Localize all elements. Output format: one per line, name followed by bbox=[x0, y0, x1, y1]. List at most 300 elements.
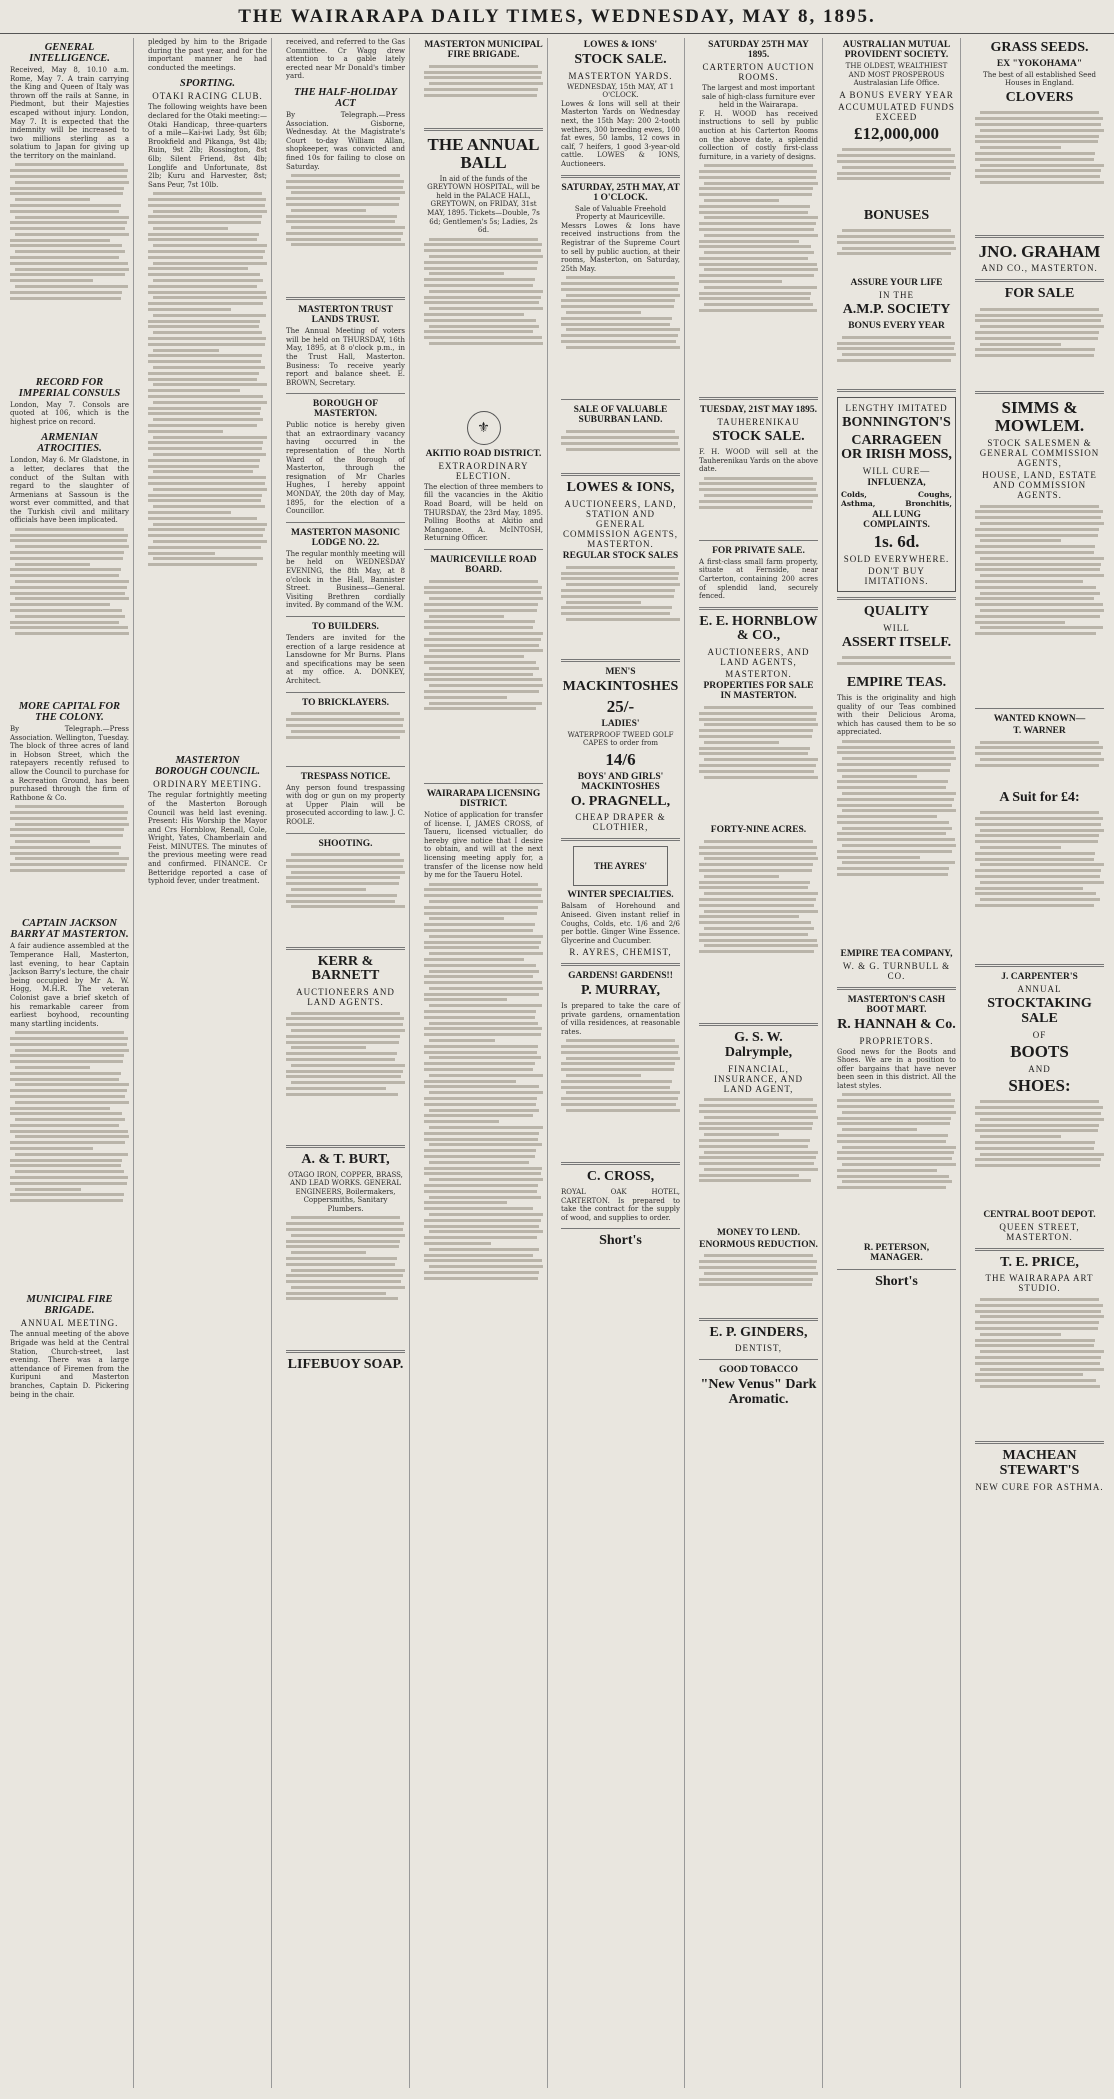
ad-text-cont bbox=[699, 474, 818, 534]
text-line bbox=[699, 176, 816, 179]
text-line bbox=[699, 752, 808, 755]
text-line bbox=[424, 1167, 542, 1170]
text-line bbox=[10, 534, 128, 537]
text-line bbox=[842, 757, 956, 760]
text-line bbox=[429, 1109, 540, 1112]
text-line bbox=[10, 210, 119, 213]
ad-heading: MONEY TO LEND. bbox=[717, 1227, 800, 1238]
ad-subheading: LENGTHY IMITATED bbox=[845, 403, 948, 413]
text-line bbox=[566, 618, 680, 621]
text-line bbox=[10, 262, 128, 265]
text-line bbox=[975, 834, 1099, 837]
text-line bbox=[566, 1109, 680, 1112]
text-line bbox=[424, 586, 542, 589]
ad-heading: ALL LUNG COMPLAINTS. bbox=[863, 510, 930, 531]
text-line bbox=[975, 314, 1103, 317]
text-line bbox=[980, 1350, 1104, 1353]
text-line bbox=[980, 343, 1061, 346]
ayres-logo-text: THE AYRES' bbox=[594, 861, 647, 872]
section-heading: GENERAL INTELLIGENCE. bbox=[29, 42, 110, 64]
text-line bbox=[561, 442, 678, 445]
text-line bbox=[561, 1103, 676, 1106]
text-line bbox=[424, 313, 524, 316]
text-line bbox=[980, 111, 1099, 114]
text-line bbox=[975, 1112, 1101, 1115]
ad-text: Good news for the Boots and Shoes. We are in a position to offer bargains that have never been seen in this district. All the latest styles. bbox=[837, 1047, 956, 1090]
text-line bbox=[424, 894, 541, 897]
ad-amount: £12,000,000 bbox=[854, 123, 939, 143]
text-line bbox=[699, 846, 817, 849]
text-line bbox=[699, 1104, 817, 1107]
ad-text: In aid of the funds of the GREYTOWN HOSPITAL, will be held in the PALACE HALL, GREYTOWN, on FRIDAY, 31st MAY, 1895. Tickets—Double, 7s 6d; Gentlemen's 5s; Ladies, 2s 6d. bbox=[427, 174, 540, 235]
ad-subheading: THE WAIRARAPA ART STUDIO. bbox=[985, 1273, 1094, 1294]
text-line bbox=[429, 632, 543, 635]
text-line bbox=[699, 263, 817, 266]
ad-heading: MASTERTON TRUST LANDS TRUST. bbox=[298, 305, 393, 326]
text-line bbox=[148, 528, 265, 531]
text-line bbox=[424, 1051, 537, 1054]
text-line bbox=[286, 186, 403, 189]
text-line bbox=[980, 846, 1061, 849]
text-line bbox=[561, 282, 679, 285]
text-line bbox=[153, 244, 267, 247]
ad-subheading: FINANCIAL, INSURANCE, AND LAND AGENT, bbox=[713, 1063, 803, 1094]
ad-subheading: TAUHERENIKAU bbox=[717, 417, 800, 428]
text-line bbox=[10, 1199, 123, 1202]
text-line bbox=[153, 227, 228, 230]
text-line bbox=[286, 876, 400, 879]
ad-text: A first-class small farm property, situate at Fernside, near Carterton, containing 200 acres of splendid land, securely fenced. bbox=[699, 557, 818, 601]
text-line bbox=[10, 1141, 125, 1144]
text-line bbox=[842, 1128, 917, 1131]
text-line bbox=[980, 758, 1104, 761]
ad-heading: STOCK SALE. bbox=[712, 429, 805, 445]
text-line bbox=[286, 1093, 398, 1096]
ad-heading: T. WARNER bbox=[1013, 725, 1066, 736]
ad-text bbox=[699, 703, 818, 823]
text-line bbox=[699, 1179, 811, 1182]
text-line bbox=[286, 197, 400, 200]
ad-heading: EX "YOKOHAMA" bbox=[996, 58, 1083, 69]
ad-heading: TO BRICKLAYERS. bbox=[301, 697, 390, 708]
page-columns bbox=[6, 38, 1108, 2088]
text-line bbox=[975, 746, 1103, 749]
text-line bbox=[704, 216, 818, 219]
ad-heading: AUSTRALIAN MUTUAL PROVIDENT SOCIETY. bbox=[842, 40, 951, 60]
text-line bbox=[975, 1304, 1103, 1307]
newspaper-title: THE WAIRARAPA DAILY TIMES, WEDNESDAY, MAY 8, 1895. bbox=[238, 6, 876, 27]
ad-heading: R. HANNAH & Co. bbox=[837, 1016, 956, 1032]
text-line bbox=[15, 233, 129, 236]
text-line bbox=[975, 516, 1101, 519]
text-line bbox=[429, 1230, 543, 1233]
text-line bbox=[291, 1251, 366, 1254]
text-line bbox=[424, 696, 507, 699]
ad-heading: STOCKTAKING SALE bbox=[987, 996, 1092, 1027]
text-line bbox=[429, 649, 543, 652]
text-line bbox=[153, 505, 265, 508]
ad-list-item: Asthma, bbox=[841, 499, 876, 509]
text-line bbox=[424, 673, 533, 676]
text-line bbox=[561, 1068, 674, 1071]
text-line bbox=[975, 1321, 1099, 1324]
ad-subheading: CHEAP DRAPER & CLOTHIER, bbox=[575, 812, 666, 833]
ad-heading: FORTY-NINE ACRES. bbox=[710, 825, 807, 836]
text-line bbox=[975, 869, 1101, 872]
text-line bbox=[704, 494, 818, 497]
text-line bbox=[424, 278, 535, 281]
section-subheading: ORDINARY MEETING. bbox=[153, 779, 262, 790]
text-line bbox=[424, 1271, 539, 1274]
text-line bbox=[286, 900, 395, 903]
text-line bbox=[704, 910, 818, 913]
text-line bbox=[291, 174, 400, 177]
text-line bbox=[153, 418, 264, 421]
text-line bbox=[566, 566, 675, 569]
ad-subheading: PROPRIETORS. bbox=[859, 1035, 934, 1046]
ad-text bbox=[975, 1098, 1104, 1208]
ad-subheading: WILL bbox=[883, 622, 910, 633]
text-line bbox=[975, 1106, 1103, 1109]
text-line bbox=[699, 245, 811, 248]
text-line bbox=[975, 875, 1100, 878]
text-line bbox=[699, 921, 811, 924]
text-line bbox=[148, 291, 266, 294]
text-line bbox=[424, 929, 533, 932]
text-line bbox=[980, 574, 1104, 577]
column-1 bbox=[6, 38, 134, 2088]
text-line bbox=[975, 1373, 1083, 1376]
article-text-cont bbox=[286, 171, 405, 291]
text-line bbox=[699, 280, 782, 283]
text-line bbox=[975, 510, 1103, 513]
text-line bbox=[975, 764, 1099, 767]
ad-heading: CLOVERS bbox=[1005, 89, 1074, 105]
ad-text bbox=[424, 62, 543, 122]
text-line bbox=[975, 586, 1096, 589]
text-line bbox=[424, 1184, 538, 1187]
text-line bbox=[975, 1164, 1100, 1167]
ad-price: 14/6 bbox=[605, 749, 636, 769]
section-heading: ARMENIAN ATROCITIES. bbox=[37, 432, 102, 455]
text-line bbox=[10, 609, 122, 612]
text-line bbox=[424, 993, 539, 996]
text-line bbox=[561, 1062, 675, 1065]
text-line bbox=[15, 823, 129, 826]
text-line bbox=[424, 1138, 538, 1141]
text-line bbox=[704, 840, 813, 843]
ad-heading: TO BUILDERS. bbox=[312, 621, 379, 632]
ad-heading: BOROUGH OF MASTERTON. bbox=[312, 399, 379, 420]
text-line bbox=[561, 1080, 672, 1083]
text-line bbox=[153, 314, 266, 317]
text-line bbox=[699, 1127, 812, 1130]
text-line bbox=[148, 354, 262, 357]
ad-heading: WAIRARAPA LICENSING DISTRICT. bbox=[426, 789, 541, 809]
text-line bbox=[424, 946, 539, 949]
text-line bbox=[429, 1265, 543, 1268]
text-line bbox=[429, 1004, 542, 1007]
ad-heading: MAURICEVILLE ROAD BOARD. bbox=[430, 555, 537, 575]
text-line bbox=[704, 706, 813, 709]
text-line bbox=[704, 1168, 818, 1171]
section-heading: MASTERTON BOROUGH COUNCIL. bbox=[154, 755, 260, 778]
text-line bbox=[15, 805, 124, 808]
text-line bbox=[15, 632, 129, 635]
text-line bbox=[980, 829, 1104, 832]
text-line bbox=[980, 308, 1099, 311]
text-line bbox=[975, 140, 1098, 143]
ad-heading: SHOOTING. bbox=[318, 838, 373, 849]
ad-text-cont bbox=[561, 273, 680, 393]
ad-text-cont bbox=[561, 1036, 680, 1156]
text-line bbox=[975, 528, 1099, 531]
text-line bbox=[148, 256, 263, 259]
text-line bbox=[975, 1379, 1096, 1382]
text-line bbox=[837, 786, 946, 789]
column-4 bbox=[420, 38, 548, 2088]
ad-heading: "New Venus" Dark Aromatic. bbox=[700, 1377, 817, 1407]
article-text: The regular fortnightly meeting of the Masterton Borough Council was held last evening. Present: His Worship the Mayor and Crs Hornblow, Renall, Cole, Wright, Yates, Chamberlain and Feist. MINUTES. The minutes of the previous meeting were read and confirmed. FINANCE. Cr Betteridge reported a case of typhoid fever, under treatment. bbox=[148, 791, 267, 886]
text-line bbox=[291, 1064, 405, 1067]
ad-heading: PROPERTIES FOR SALE IN MASTERTON. bbox=[703, 681, 814, 702]
text-line bbox=[10, 557, 123, 560]
divider bbox=[286, 833, 405, 834]
ad-text-cont bbox=[424, 235, 543, 405]
ad-heading: SIMMS & MOWLEM. bbox=[994, 398, 1085, 435]
text-line bbox=[980, 1385, 1100, 1388]
text-line bbox=[704, 892, 818, 895]
text-line bbox=[704, 477, 813, 480]
divider bbox=[699, 1359, 818, 1360]
text-line bbox=[148, 395, 263, 398]
text-line bbox=[699, 939, 817, 942]
text-line bbox=[10, 539, 127, 542]
text-line bbox=[286, 718, 404, 721]
text-line bbox=[10, 869, 125, 872]
ad-subheading: STOCK SALESMEN & GENERAL COMMISSION AGENTS, bbox=[979, 437, 1100, 468]
text-line bbox=[424, 998, 507, 1001]
text-line bbox=[837, 347, 954, 350]
article-text: The following weights have been declared for the Otaki meeting:— Otaki Handicap, three-quarters of a mile—Kai-iwi Lady, 9st 6lb; Brookfield and Pikanga, 9st 4lb; Ruin, 9st 2lb; Rossington, 8st 6lb; Silent Friend, 8st 4lb; Longlife and Unfortunate, 8st 2lb; Kuru and Harvester, 8st; Sans Peur, 7st 10lb. bbox=[148, 103, 267, 189]
text-line bbox=[980, 863, 1104, 866]
text-line bbox=[10, 291, 122, 294]
text-line bbox=[837, 769, 950, 772]
text-line bbox=[291, 209, 366, 212]
text-line bbox=[699, 170, 817, 173]
text-line bbox=[10, 1176, 128, 1179]
divider bbox=[837, 389, 956, 392]
text-line bbox=[424, 912, 537, 915]
ad-heading: WINTER SPECIALTIES. bbox=[567, 890, 674, 901]
text-line bbox=[153, 470, 253, 473]
text-line bbox=[148, 337, 266, 340]
text-line bbox=[148, 459, 260, 462]
text-line bbox=[699, 211, 808, 214]
text-line bbox=[424, 249, 541, 252]
text-line bbox=[148, 302, 263, 305]
text-line bbox=[429, 290, 543, 293]
article-text: The annual meeting of the above Brigade was held at the Central Station, Church-street, last evening. There was a large attendance of Firemen from the Kuripuni and Masterton branches, Captain D. Pickering being in the chair. bbox=[10, 1330, 129, 1399]
text-line bbox=[837, 177, 950, 180]
ad-heading: GARDENS! GARDENS!! bbox=[568, 971, 673, 982]
ad-heading: MASTERTON MUNICIPAL FIRE BRIGADE. bbox=[424, 40, 543, 60]
text-line bbox=[15, 615, 126, 618]
text-line bbox=[699, 1260, 817, 1263]
ad-price: 1s. 6d. bbox=[873, 532, 920, 552]
text-line bbox=[286, 1292, 386, 1295]
text-line bbox=[704, 199, 779, 202]
text-line bbox=[975, 319, 1101, 322]
ad-text: This is the originality and high quality of our Teas combined with their Delicious Aroma, which has caused them to be so appreciated. bbox=[837, 693, 956, 737]
text-line bbox=[10, 574, 119, 577]
text-line bbox=[148, 447, 262, 450]
ad-heading: CARRAGEEN OR IRISH MOSS, bbox=[841, 432, 952, 463]
text-line bbox=[842, 844, 956, 847]
text-line bbox=[704, 741, 779, 744]
article-text: pledged by him to the Brigade during the past year, and for the important manner he had conducted the meetings. bbox=[148, 38, 267, 72]
text-line bbox=[424, 655, 524, 658]
text-line bbox=[291, 888, 366, 891]
text-line bbox=[699, 869, 812, 872]
text-line bbox=[424, 1201, 507, 1204]
text-line bbox=[975, 331, 1099, 334]
text-line bbox=[975, 1327, 1098, 1330]
text-line bbox=[424, 1149, 536, 1152]
text-line bbox=[424, 296, 541, 299]
text-line bbox=[148, 499, 261, 502]
text-line bbox=[286, 238, 401, 241]
ad-heading: LADIES' bbox=[601, 718, 640, 729]
ad-text: Is prepared to take the care of private gardens, ornamentation of villa residences, at reasonable rates. bbox=[561, 1001, 680, 1036]
text-line bbox=[10, 1054, 124, 1057]
text-line bbox=[424, 1219, 541, 1222]
text-line bbox=[980, 539, 1061, 542]
ad-heading: LIFEBUOY SOAP. bbox=[287, 1356, 404, 1372]
text-line bbox=[429, 615, 504, 618]
ad-text-cont bbox=[837, 737, 956, 947]
text-line bbox=[15, 1118, 126, 1121]
section-heading: CAPTAIN JACKSON BARRY AT MASTERTON. bbox=[10, 918, 129, 941]
text-line bbox=[424, 958, 524, 961]
text-line bbox=[980, 505, 1099, 508]
text-line bbox=[424, 690, 539, 693]
text-line bbox=[10, 626, 128, 629]
text-line bbox=[286, 1017, 404, 1020]
text-line bbox=[980, 325, 1104, 328]
article-text: Received, May 8, 10.10 a.m. Rome, May 7. A train carrying the King and Queen of Italy was thrown off the rails at Sanne, in Piedmont, but their Majesties escaped without injury. London, May 7. It is expected that the indemnity will be increased to two millions sterling as a solatium to Japan for giving up the territory on the mainland. bbox=[10, 66, 129, 160]
ad-date: WEDNESDAY, 15th MAY, AT 1 O'CLOCK. bbox=[566, 82, 675, 100]
text-line bbox=[424, 284, 533, 287]
divider bbox=[975, 1248, 1104, 1251]
text-line bbox=[148, 372, 259, 375]
ad-subheading: A BONUS EVERY YEAR bbox=[839, 89, 954, 100]
text-line bbox=[837, 235, 955, 238]
ad-list-item: Bronchitis, bbox=[905, 499, 952, 509]
text-line bbox=[424, 319, 536, 322]
text-line bbox=[842, 827, 953, 830]
article-text-cont bbox=[10, 1028, 129, 1288]
ad-heading: JNO. GRAHAM bbox=[978, 241, 1101, 261]
text-line bbox=[424, 1120, 499, 1123]
text-line bbox=[291, 1046, 366, 1049]
ad-text: Lowes & Ions will sell at their Masterton Yards on Wednesday next, the 15th May: 200 2-tooth wethers, 300 breeding ewes, 100 fat ewes, 50 lambs, 12 cows in calf, 7 heifers, 1 good 3-year-old cattle. LOWES & IONS, Auctioneers. bbox=[561, 99, 680, 169]
text-line bbox=[424, 1010, 536, 1013]
text-line bbox=[10, 621, 119, 624]
text-line bbox=[15, 1188, 82, 1191]
text-line bbox=[424, 923, 535, 926]
text-line bbox=[424, 1155, 535, 1158]
text-line bbox=[286, 220, 395, 223]
divider bbox=[286, 616, 405, 617]
text-line bbox=[15, 840, 90, 843]
text-line bbox=[704, 1254, 813, 1257]
text-line bbox=[10, 279, 93, 282]
divider bbox=[286, 947, 405, 950]
text-line bbox=[704, 286, 817, 289]
text-line bbox=[153, 349, 220, 352]
text-line bbox=[980, 181, 1104, 184]
text-line bbox=[980, 557, 1104, 560]
text-line bbox=[148, 563, 257, 566]
text-line bbox=[699, 770, 814, 773]
text-line bbox=[153, 262, 267, 265]
text-line bbox=[429, 307, 543, 310]
text-line bbox=[980, 1333, 1061, 1336]
text-line bbox=[10, 586, 127, 589]
text-line bbox=[286, 1023, 403, 1026]
text-line bbox=[699, 735, 812, 738]
text-line bbox=[980, 898, 1100, 901]
ad-heading: BONUSES bbox=[863, 207, 930, 223]
text-line bbox=[699, 506, 812, 509]
text-line bbox=[10, 1147, 93, 1150]
text-line bbox=[842, 1163, 956, 1166]
text-line bbox=[975, 632, 1096, 635]
text-line bbox=[699, 881, 810, 884]
text-line bbox=[699, 729, 813, 732]
ad-heading: FOR SALE bbox=[1004, 286, 1075, 302]
text-line bbox=[10, 187, 124, 190]
text-line bbox=[975, 580, 1083, 583]
text-line bbox=[10, 175, 127, 178]
text-line bbox=[975, 904, 1094, 907]
ad-text bbox=[837, 333, 956, 383]
divider bbox=[286, 1350, 405, 1353]
text-line bbox=[286, 1035, 400, 1038]
text-line bbox=[10, 239, 110, 242]
text-line bbox=[424, 1068, 533, 1071]
ad-heading: SHOES: bbox=[1008, 1075, 1071, 1095]
text-line bbox=[15, 1153, 128, 1156]
text-line bbox=[561, 323, 670, 326]
ad-subheading: MASTERTON. bbox=[725, 669, 792, 680]
text-line bbox=[561, 299, 675, 302]
text-line bbox=[15, 1135, 129, 1138]
text-line bbox=[424, 1027, 542, 1030]
text-line bbox=[561, 436, 679, 439]
text-line bbox=[153, 401, 267, 404]
text-line bbox=[704, 251, 815, 254]
text-line bbox=[291, 730, 405, 733]
text-line bbox=[699, 1156, 816, 1159]
text-line bbox=[291, 853, 400, 856]
text-line bbox=[699, 193, 812, 196]
text-line bbox=[15, 1031, 124, 1034]
text-line bbox=[566, 1074, 641, 1077]
text-line bbox=[15, 216, 129, 219]
text-line bbox=[561, 612, 670, 615]
